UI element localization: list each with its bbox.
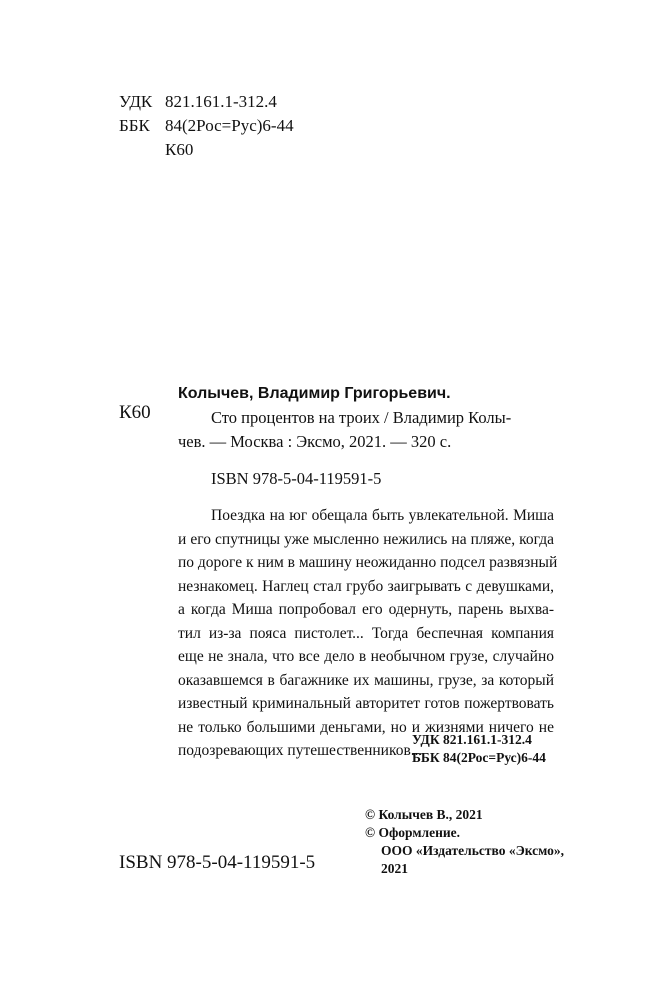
bbk-line — [119, 114, 294, 138]
record-title-line1: Сто процентов на троих / Владимир Колы- — [211, 408, 512, 427]
copyright-design: © Оформление. — [365, 825, 461, 840]
annotation-line: подозревающих путешественников... — [178, 742, 423, 759]
udk-value: 821.161.1-312.4 — [165, 92, 277, 111]
annotation-line: еще не знала, что все дело в необычном грузе, случайно — [178, 648, 554, 665]
udk-line — [119, 90, 277, 114]
annotation-line: известный криминальный авторитет готов пожертвовать — [178, 695, 554, 712]
annotation-line: незнакомец. Наглец стал грубо заигрывать с девушками, — [178, 577, 554, 595]
copyright-author: © Колычев В., 2021 — [365, 807, 483, 822]
record-author: Колычев, Владимир Григорьевич. — [178, 385, 451, 402]
annotation-line: тил из-за пояса пистолет... Тогда беспечная компания — [178, 624, 554, 642]
annotation-line: по дороге к ним в машину неожиданно подсел развязный — [178, 554, 558, 571]
small-udk: УДК 821.161.1-312.4 — [412, 732, 532, 747]
annotation-line: не только большими деньгами, но и жизнями ничего не — [178, 718, 554, 736]
record-title-line2: чев. — Москва : Эксмо, 2021. — 320 с. — [178, 432, 452, 451]
record-isbn: ISBN 978-5-04-119591-5 — [211, 469, 382, 488]
record-sign: К60 — [119, 402, 151, 423]
annotation — [178, 504, 558, 763]
udk-label: УДК — [119, 92, 153, 111]
annotation-line: а когда Миша попробовал его одернуть, парень выхва- — [178, 601, 554, 618]
author-sign: К60 — [165, 140, 194, 159]
annotation-line: Поездка на юг обещала быть увлекательной. Миша — [211, 507, 554, 524]
bbk-label: ББК — [119, 116, 150, 135]
publisher-line1: ООО «Издательство «Эксмо», — [381, 843, 565, 858]
publisher-line2: 2021 — [381, 861, 408, 876]
bbk-value: 84(2Рос=Рус)6-44 — [165, 116, 294, 135]
annotation-line: и его спутницы уже мысленно нежились на пляже, когда — [178, 530, 554, 548]
footer-isbn: ISBN 978-5-04-119591-5 — [119, 852, 316, 873]
small-bbk: ББК 84(2Рос=Рус)6-44 — [412, 750, 546, 765]
annotation-line: оказавшемся в багажнике их машины, грузе, за который — [178, 671, 554, 689]
